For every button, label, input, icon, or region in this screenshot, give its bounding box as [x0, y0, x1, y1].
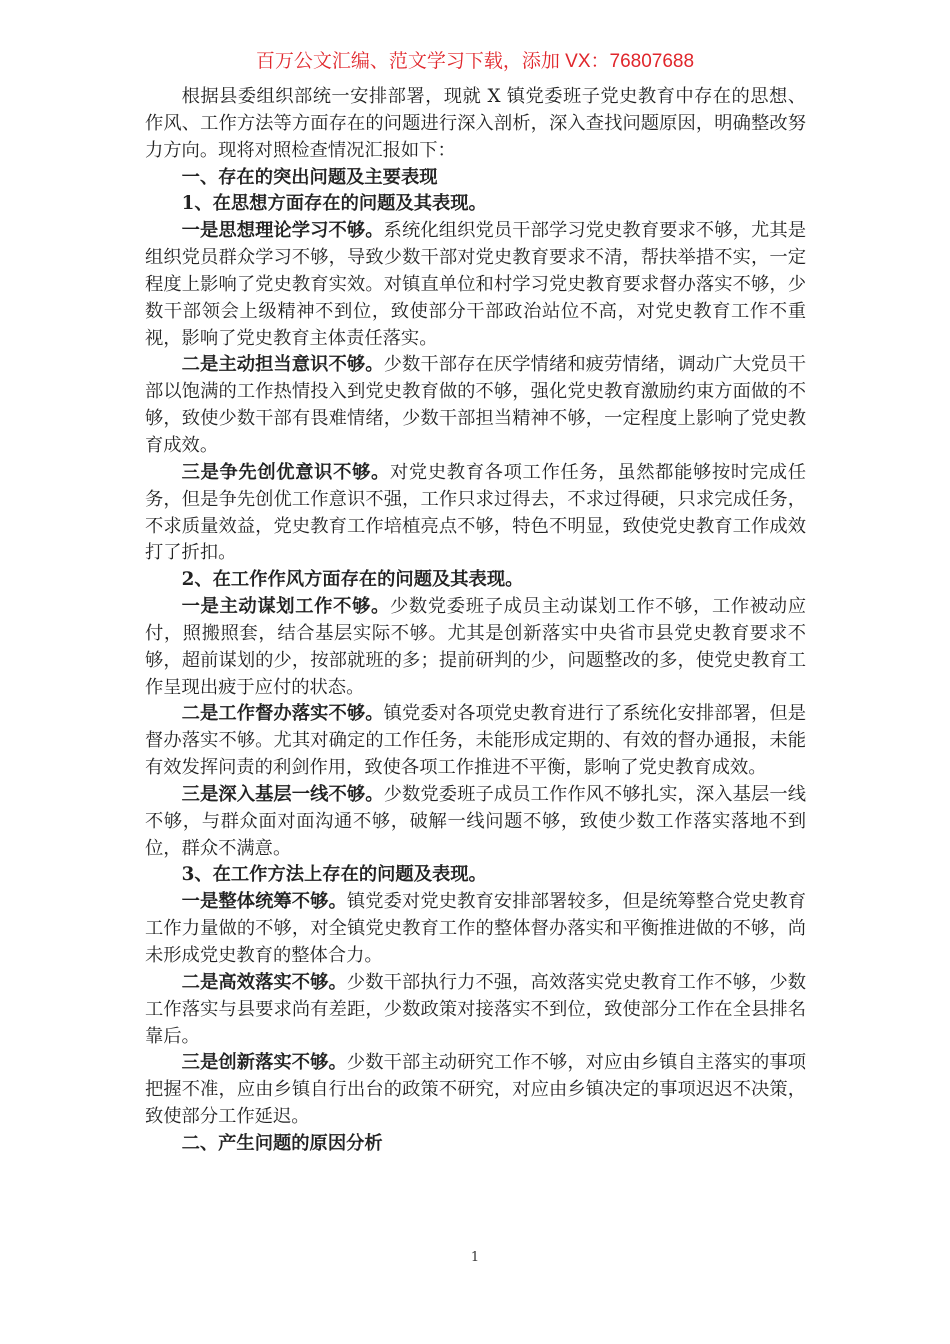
paragraph — [145, 701, 806, 782]
paragraph-text: 镇党委对各项党史教育进行了系统化安排部署，但是督办落实不够。尤其对确定的工作任务，未能形成定期的、有效的督办通报，未能有效发挥问责的利剑作用，致使各项工作推进不平衡，影响了党史教育成效。 — [145, 703, 807, 779]
paragraph-text: 少数干部存在厌学情绪和疲劳情绪，调动广大党员干部以饱满的工作热情投入到党史教育做的不够，强化党史教育激励约束方面做的不够，致使少数干部有畏难情绪，少数干部担当精神不够，一定程度上影响了党史教育成效。 — [145, 354, 807, 456]
section-heading — [145, 862, 806, 889]
paragraph-lead: 三是深入基层一线不够。 — [181, 783, 384, 805]
paragraph-lead: 二是高效落实不够。 — [181, 971, 347, 993]
paragraph-lead: 1、在思想方面存在的问题及其表现。 — [181, 193, 487, 215]
section-heading — [145, 1131, 806, 1158]
paragraph-lead: 一是整体统筹不够。 — [181, 891, 347, 913]
paragraph — [145, 782, 806, 863]
paragraph-text: 少数干部执行力不强，高效落实党史教育工作不够，少数工作落实与县要求尚有差距，少数政策对接落实不到位，致使部分工作在全县排名靠后。 — [145, 971, 807, 1047]
paragraph-text: 少数党委班子成员主动谋划工作不够，工作被动应付，照搬照套，结合基层实际不够。尤其是创新落实中央省市县党史教育要求不够，超前谋划的少，按部就班的多；提前研判的少，问题整改的多，使党史教育工作呈现出疲于应付的状态。 — [145, 596, 807, 698]
page-number: 1 — [470, 1250, 480, 1265]
paragraph — [145, 970, 806, 1051]
paragraph — [145, 594, 806, 701]
paragraph-text: 系统化组织党员干部学习党史教育要求不够，尤其是组织党员群众学习不够，导致少数干部对党史教育要求不清，帮扶举措不实，一定程度上影响了党史教育实效。对镇直单位和村学习党史教育要求督办落实不够，少数干部领会上级精神不到位，致使部分干部政治站位不高，对党史教育工作不重视，影响了党史教育主体责任落实。 — [145, 220, 807, 349]
paragraph — [145, 889, 806, 970]
paragraph-lead: 一是主动谋划工作不够。 — [181, 596, 390, 618]
paragraph — [145, 460, 806, 567]
paragraph-lead: 二是主动担当意识不够。 — [181, 354, 384, 376]
paragraph-lead: 一是思想理论学习不够。 — [181, 220, 384, 242]
document-body — [145, 84, 806, 1158]
paragraph — [145, 352, 806, 459]
paragraph-text: 对党史教育各项工作任务，虽然都能够按时完成任务，但是争先创优工作意识不强，工作只求过得去，不求过得硬，只求完成任务，不求质量效益，党史教育工作培植亮点不够，特色不明显，致使党史教育工作成效打了折扣。 — [145, 461, 807, 564]
watermark-banner: 百万公文汇编、范文学习下载，添加 VX：76807688 — [255, 51, 695, 72]
paragraph-lead: 二是工作督办落实不够。 — [181, 703, 384, 725]
paragraph — [145, 84, 806, 165]
paragraph-text: 根据县委组织部统一安排部署，现就 X 镇党委班子党史教育中存在的思想、作风、工作方法等方面存在的问题进行深入剖析，深入查找问题原因，明确整改努力方向。现将对照检查情况汇报如下： — [145, 86, 806, 161]
paragraph-text: 镇党委对党史教育安排部署较多，但是统筹整合党史教育工作力量做的不够，对全镇党史教育工作的整体督办落实和平衡推进做的不够，尚未形成党史教育的整体合力。 — [145, 891, 807, 966]
paragraph-text: 少数党委班子成员工作作风不够扎实，深入基层一线不够，与群众面对面沟通不够，破解一线问题不够，致使少数工作落实落地不到位，群众不满意。 — [145, 783, 807, 859]
paragraph-lead: 三是争先创优意识不够。 — [181, 461, 390, 483]
paragraph-lead: 2、在工作作风方面存在的问题及其表现。 — [181, 569, 524, 591]
paragraph-lead: 一、存在的突出问题及主要表现 — [181, 166, 438, 188]
paragraph-lead: 3、在工作方法上存在的问题及表现。 — [181, 864, 487, 886]
section-heading — [145, 191, 806, 218]
paragraph — [145, 218, 806, 352]
section-heading — [145, 567, 806, 594]
paragraph-lead: 三是创新落实不够。 — [181, 1052, 347, 1074]
section-heading — [145, 165, 806, 192]
paragraph-lead: 二、产生问题的原因分析 — [181, 1132, 383, 1154]
paragraph-text: 少数干部主动研究工作不够，对应由乡镇自主落实的事项把握不准，应由乡镇自行出台的政策不研究，对应由乡镇决定的事项迟迟不决策，致使部分工作延迟。 — [145, 1052, 807, 1128]
paragraph — [145, 1050, 806, 1131]
